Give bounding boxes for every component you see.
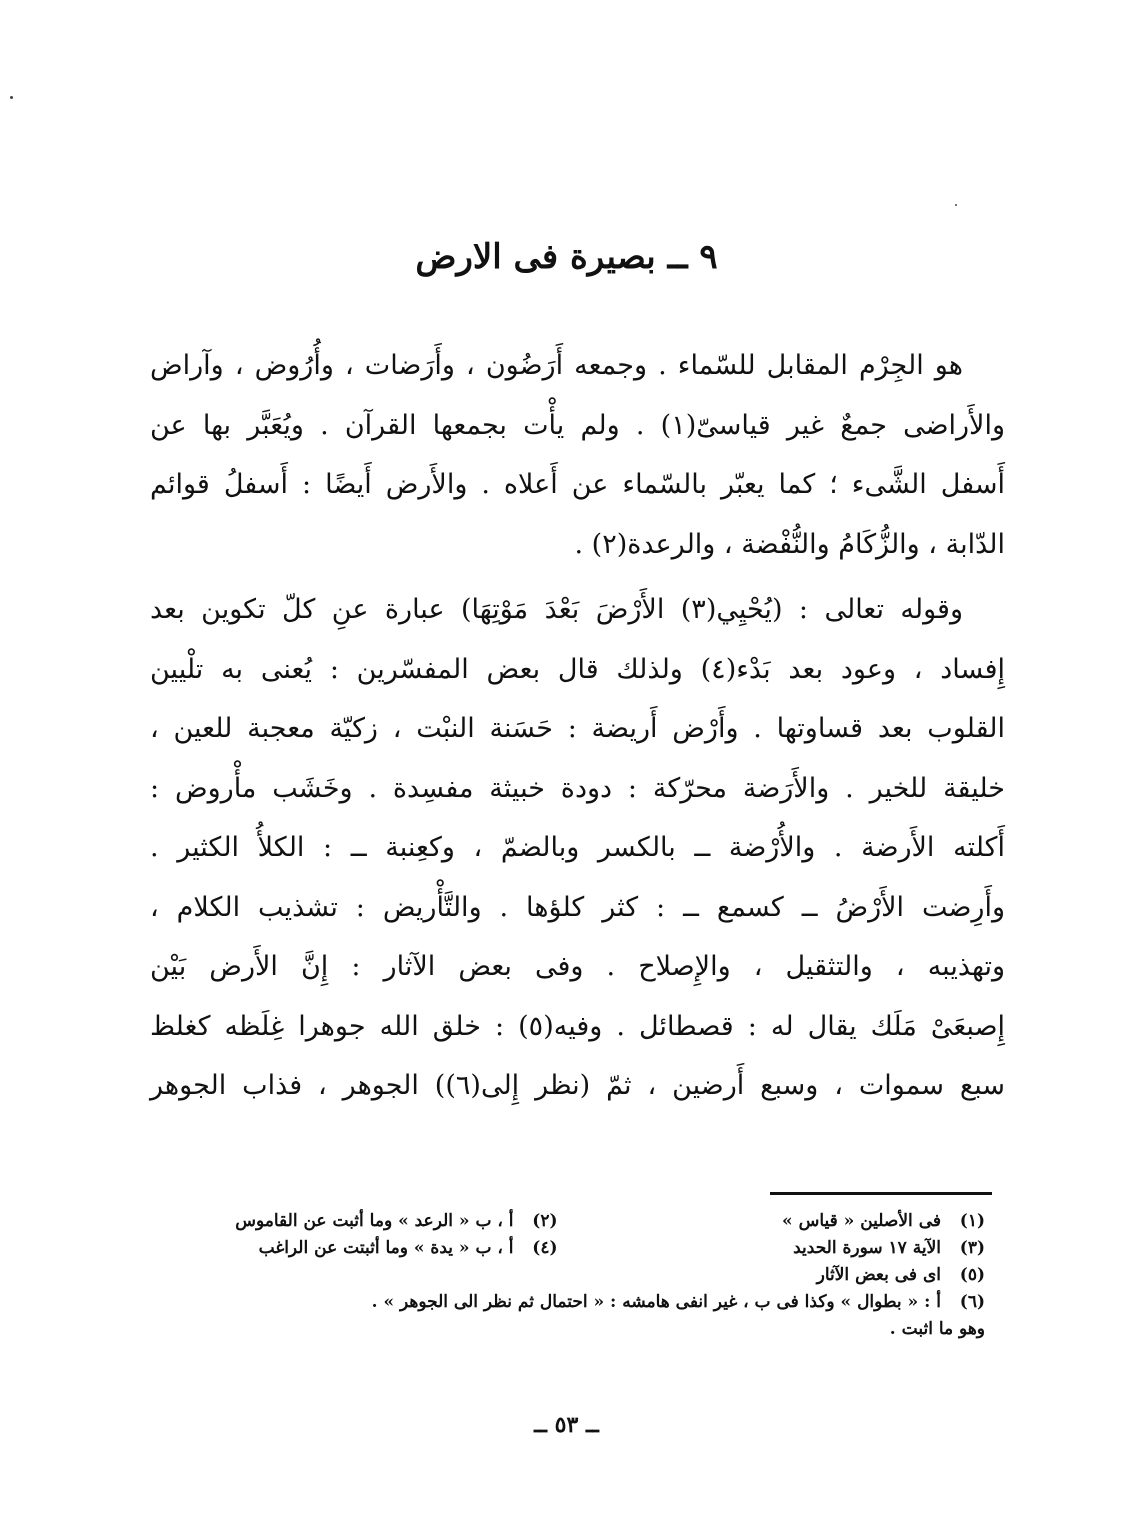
footnote-text: أ ، ب « يدة » وما أثبتت عن الراغب	[258, 1238, 514, 1258]
footnote-text: وهو ما اثبت .	[889, 1319, 985, 1339]
footnote-number: (٦)	[959, 1292, 985, 1312]
footnote-text: أ : « بطوال » وكذا فى ب ، غير انفى هامشه : « احتمال ثم نظر الى الجوهر » .	[371, 1292, 941, 1312]
chapter-title: ٩ ــ بصيرة فى الارض	[415, 237, 718, 277]
scan-speck	[955, 204, 957, 206]
footnote-5	[130, 1262, 985, 1289]
text-line: أَكلته الأَرضة . والأُرْضة ــ بالكسر وبالضمّ ، وكعِنبة ــ : الكلأُ الكثير .	[150, 832, 1005, 863]
text-line: هو الجِرْم المقابل للسّماء . وجمعه أَرَضُون ، وأَرَضات ، وأُرُوض ، وآراض	[150, 350, 963, 381]
footnote-text: الآية ١٧ سورة الحديد	[793, 1238, 941, 1258]
footnote-number: (٢)	[532, 1211, 558, 1231]
footnote-number: (٥)	[959, 1265, 985, 1285]
footnote-text: أ ، ب « الرعد » وما أثبت عن القاموس	[235, 1211, 514, 1231]
text-line: وقوله تعالى : (يُحْيِي(٣) الأَرْضَ بَعْدَ مَوْتِهَا) عبارة عنِ كلّ تكوين بعد	[150, 594, 963, 625]
footnote-row	[130, 1208, 985, 1235]
text-line: إِصبعَىْ مَلَك يقال له : قصطائل . وفيه(٥) : خلق الله جوهرا غِلَظه كغلظ	[150, 1010, 1005, 1042]
page-number: ــ ٥٣ ــ	[534, 1412, 599, 1438]
paragraph-2	[150, 580, 1005, 1116]
paragraph-1	[150, 336, 1005, 574]
text-line: إِفساد ، وعود بعد بَدْء(٤) ولذلك قال بعض المفسّرين : يُعنى به تلْيين	[150, 653, 1006, 685]
footnote-1	[558, 1208, 986, 1235]
text-line: أَسفل الشَّىء ؛ كما يعبّر بالسّماء عن أَعلاه . والأَرض أَيضًا : أَسفلُ قوائم	[150, 469, 1005, 500]
footnote-3	[558, 1235, 986, 1262]
main-text	[150, 336, 1005, 1116]
text-line: الدّابة ، والزُّكَامُ والنُّفْضة ، والرعدة(٢) .	[574, 528, 1005, 560]
text-line: خليقة للخير . والأَرَضة محرّكة : دودة خبيثة مفسِدة . وخَشَب مأْروض :	[150, 772, 1005, 804]
footnote-number: (٤)	[532, 1238, 558, 1258]
text-line: وتهذيبه ، والتثقيل ، والإِصلاح . وفى بعض الآثار : إِنَّ الأَرض بَيْن	[150, 951, 1005, 982]
footnote-divider	[770, 1192, 992, 1195]
footnote-2	[130, 1208, 558, 1235]
footnote-6-continuation	[130, 1316, 985, 1343]
footnote-text: فى الأصلين « قياس »	[782, 1211, 941, 1231]
text-line: سبع سموات ، وسبع أَرضين ، ثمّ (نظر إِلى(٦)) الجوهر ، فذاب الجوهر	[150, 1070, 1005, 1101]
footnote-text: اى فى بعض الآثار	[816, 1265, 941, 1285]
text-line: القلوب بعد قساوتها . وأَرْض أَريضة : حَسَنة النبْت ، زكيّة معجبة للعين ،	[150, 713, 1005, 744]
text-line: والأَراضى جمعٌ غير قياسىّ(١) . ولم يأْت بجمعها القرآن . ويُعَبَّر بها عن	[150, 409, 1005, 441]
footnote-number: (١)	[959, 1211, 985, 1231]
footnote-4	[130, 1235, 558, 1262]
scan-speck	[10, 96, 13, 99]
footnotes	[130, 1208, 985, 1343]
footnote-row	[130, 1235, 985, 1262]
text-line: وأَرِضت الأَرْضُ ــ كسمع ــ : كثر كلؤها . والتَّأْريض : تشذيب الكلام ،	[150, 891, 1005, 923]
footnote-number: (٣)	[959, 1238, 985, 1258]
footnote-6	[130, 1289, 985, 1316]
